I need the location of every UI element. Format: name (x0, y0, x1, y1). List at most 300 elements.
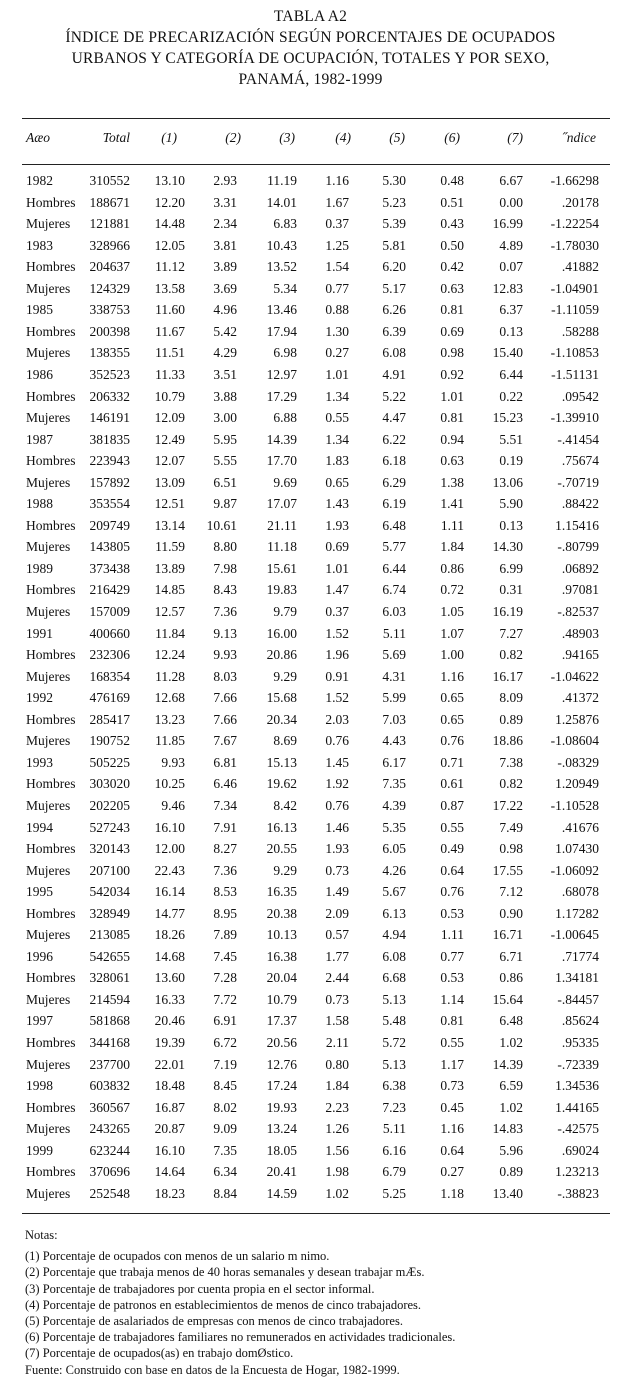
cell-col-1: 20.46 (154, 1013, 185, 1029)
cell-col-3: 16.35 (266, 884, 297, 900)
cell-col-6: 0.64 (440, 1142, 464, 1158)
cell-col-3: 5.34 (273, 280, 297, 296)
cell-col-1: 12.05 (154, 237, 185, 253)
table-row (0, 475, 621, 497)
cell-year-label: Hombres (26, 517, 76, 533)
column-header-6: (6) (444, 130, 460, 145)
cell-total: 204637 (89, 259, 130, 275)
cell-total: 243265 (89, 1121, 130, 1137)
cell-year-label: Hombres (26, 711, 76, 727)
cell-col-1: 20.87 (154, 1121, 185, 1137)
cell-index: .85624 (561, 1013, 599, 1029)
table-row (0, 1013, 621, 1035)
cell-col-5: 6.74 (382, 582, 406, 598)
note-1: (1) Porcentaje de ocupados con menos de un salario m nimo. (25, 1249, 330, 1264)
table-row (0, 733, 621, 755)
cell-col-5: 4.39 (382, 797, 406, 813)
cell-col-7: 14.83 (492, 1121, 523, 1137)
cell-col-7: 0.22 (499, 388, 523, 404)
cell-col-2: 4.29 (213, 345, 237, 361)
table-row (0, 949, 621, 971)
cell-col-1: 12.49 (154, 431, 185, 447)
cell-total: 328949 (89, 905, 130, 921)
cell-col-7: 14.39 (492, 1056, 523, 1072)
cell-col-1: 11.67 (155, 323, 185, 339)
cell-col-6: 0.55 (440, 819, 464, 835)
column-header-2: (2) (225, 130, 241, 145)
cell-col-5: 6.18 (382, 453, 406, 469)
cell-col-7: 7.49 (499, 819, 523, 835)
cell-col-1: 22.01 (154, 1056, 185, 1072)
table-row (0, 798, 621, 820)
header-rule (22, 164, 610, 165)
cell-col-2: 3.31 (213, 194, 237, 210)
cell-col-5: 6.08 (382, 345, 406, 361)
cell-col-4: 2.03 (325, 711, 349, 727)
cell-total: 370696 (89, 1164, 130, 1180)
cell-col-2: 7.19 (213, 1056, 237, 1072)
cell-col-2: 9.93 (213, 647, 237, 663)
cell-col-6: 0.64 (440, 862, 464, 878)
cell-col-3: 15.13 (266, 754, 297, 770)
cell-col-7: 5.51 (499, 431, 523, 447)
cell-index: -1.39910 (550, 410, 599, 426)
column-header-year: Aæo (26, 130, 51, 145)
cell-col-3: 12.76 (266, 1056, 297, 1072)
cell-col-7: 6.67 (499, 173, 523, 188)
cell-col-1: 14.68 (154, 948, 185, 964)
cell-col-5: 6.26 (382, 302, 406, 318)
cell-year-label: 1989 (26, 560, 53, 576)
cell-index: -1.10528 (550, 797, 599, 813)
cell-index: -1.00645 (550, 927, 599, 943)
cell-col-5: 6.22 (382, 431, 406, 447)
table-row (0, 776, 621, 798)
cell-col-3: 16.38 (266, 948, 297, 964)
cell-col-5: 4.31 (382, 668, 406, 684)
cell-total: 542034 (89, 884, 130, 900)
cell-col-3: 20.56 (266, 1035, 297, 1050)
cell-year-label: Hombres (26, 776, 76, 792)
cell-index: .58288 (561, 323, 599, 339)
table-row (0, 432, 621, 454)
cell-col-6: 0.81 (440, 302, 464, 318)
cell-total: 157892 (89, 474, 130, 490)
cell-col-4: 0.76 (325, 797, 349, 813)
cell-total: 338753 (89, 302, 130, 318)
table-row (0, 712, 621, 734)
cell-total: 216429 (89, 582, 130, 598)
cell-col-3: 17.70 (266, 453, 297, 469)
cell-col-7: 0.00 (499, 194, 523, 210)
cell-col-2: 8.53 (213, 884, 237, 900)
cell-col-6: 0.45 (440, 1099, 464, 1115)
cell-col-5: 5.77 (382, 539, 406, 555)
cell-col-6: 0.76 (440, 884, 464, 900)
cell-year-label: 1993 (26, 754, 53, 770)
cell-col-4: 1.52 (325, 625, 349, 641)
cell-col-5: 6.44 (382, 560, 406, 576)
cell-total: 188671 (89, 194, 130, 210)
cell-col-6: 0.98 (440, 345, 464, 361)
cell-col-3: 17.29 (266, 388, 297, 404)
cell-total: 168354 (89, 668, 130, 684)
column-header-7: (7) (507, 130, 523, 145)
cell-col-3: 10.43 (266, 237, 297, 253)
cell-year-label: Mujeres (26, 216, 71, 232)
cell-col-1: 11.60 (155, 302, 185, 318)
cell-col-5: 6.38 (382, 1078, 406, 1094)
note-4: (4) Porcentaje de patronos en establecimientos de menos de cinco trabajadores. (25, 1297, 422, 1312)
cell-col-6: 0.76 (440, 733, 464, 749)
cell-col-6: 0.43 (440, 216, 464, 232)
cell-index: -.70719 (557, 474, 599, 490)
cell-col-7: 7.38 (499, 754, 523, 770)
cell-col-3: 9.29 (273, 668, 297, 684)
cell-total: 213085 (89, 927, 130, 943)
cell-index: .88422 (561, 496, 599, 512)
cell-index: -1.08604 (550, 733, 599, 749)
source-note: Fuente: Construido con base en datos de la Encuesta de Hogar, 1982-1999. (25, 1362, 400, 1377)
cell-index: .41676 (561, 819, 599, 835)
cell-col-5: 5.13 (382, 991, 406, 1007)
cell-col-4: 1.01 (325, 366, 349, 382)
cell-col-2: 6.72 (213, 1035, 237, 1050)
cell-total: 505225 (89, 754, 130, 770)
cell-col-2: 3.69 (213, 280, 237, 296)
cell-col-2: 7.89 (213, 927, 237, 943)
cell-col-3: 18.05 (266, 1142, 297, 1158)
cell-col-2: 8.95 (213, 905, 237, 921)
cell-total: 237700 (89, 1056, 130, 1072)
cell-col-1: 12.20 (154, 194, 185, 210)
cell-index: -.38823 (557, 1185, 599, 1201)
cell-col-2: 7.36 (213, 604, 237, 619)
cell-year-label: Hombres (26, 194, 76, 210)
cell-col-7: 0.82 (499, 647, 523, 663)
cell-col-6: 0.77 (440, 948, 464, 964)
cell-col-1: 13.14 (154, 517, 185, 533)
cell-year-label: Hombres (26, 905, 76, 921)
table-row (0, 1164, 621, 1186)
cell-col-3: 20.86 (266, 647, 297, 663)
cell-total: 353554 (89, 496, 130, 512)
cell-col-2: 8.27 (213, 841, 237, 857)
cell-col-6: 0.94 (440, 431, 464, 447)
cell-index: .71774 (561, 948, 599, 964)
cell-col-2: 6.34 (213, 1164, 237, 1180)
table-title-line-1: ÍNDICE DE PRECARIZACIÓN SEGÚN PORCENTAJES DE OCUPADOS (65, 29, 556, 46)
cell-col-6: 1.11 (440, 927, 464, 943)
table-row (0, 302, 621, 324)
cell-col-4: 1.84 (325, 1078, 349, 1094)
cell-col-6: 0.65 (440, 690, 464, 706)
cell-col-5: 5.11 (382, 625, 406, 641)
cell-col-2: 6.51 (213, 474, 237, 490)
cell-col-7: 6.37 (499, 302, 523, 318)
cell-year-label: Hombres (26, 323, 76, 339)
cell-col-4: 1.96 (325, 647, 349, 663)
cell-col-3: 6.98 (273, 345, 297, 361)
cell-col-1: 13.60 (154, 970, 185, 986)
cell-col-5: 6.19 (382, 496, 406, 512)
cell-total: 581868 (89, 1013, 130, 1029)
cell-col-1: 16.10 (154, 819, 185, 835)
cell-col-3: 9.29 (273, 862, 297, 878)
cell-col-5: 5.35 (382, 819, 406, 835)
cell-col-3: 20.34 (266, 711, 297, 727)
cell-total: 542655 (89, 948, 130, 964)
cell-col-7: 15.40 (492, 345, 523, 361)
cell-col-6: 0.92 (440, 366, 464, 382)
cell-col-5: 5.11 (382, 1121, 406, 1137)
cell-col-6: 0.63 (440, 280, 464, 296)
cell-col-6: 0.81 (440, 410, 464, 426)
cell-total: 252548 (89, 1185, 130, 1201)
cell-col-3: 20.55 (266, 841, 297, 857)
cell-total: 285417 (89, 711, 130, 727)
table-row (0, 1143, 621, 1165)
cell-col-3: 10.79 (266, 991, 297, 1007)
cell-col-4: 1.54 (325, 259, 349, 275)
cell-col-1: 11.59 (155, 539, 185, 555)
cell-col-2: 2.93 (213, 173, 237, 188)
table-row (0, 561, 621, 583)
cell-col-2: 9.87 (213, 496, 237, 512)
table-row (0, 216, 621, 238)
cell-col-4: 1.56 (325, 1142, 349, 1158)
cell-col-5: 5.69 (382, 647, 406, 663)
cell-col-2: 3.00 (213, 410, 237, 426)
column-header-total: Total (102, 130, 130, 145)
cell-col-7: 7.27 (499, 625, 523, 641)
cell-col-6: 0.86 (440, 560, 464, 576)
cell-col-3: 15.68 (266, 690, 297, 706)
cell-col-2: 7.67 (213, 733, 237, 749)
cell-total: 143805 (89, 539, 130, 555)
cell-total: 320143 (89, 841, 130, 857)
cell-col-5: 6.29 (382, 474, 406, 490)
cell-col-5: 5.23 (382, 194, 406, 210)
cell-col-7: 6.44 (499, 366, 523, 382)
table-row (0, 626, 621, 648)
cell-col-6: 0.72 (440, 582, 464, 598)
cell-col-4: 1.52 (325, 690, 349, 706)
cell-col-2: 7.34 (213, 797, 237, 813)
cell-total: 352523 (89, 366, 130, 382)
cell-col-3: 15.61 (266, 560, 297, 576)
note-7: (7) Porcentaje de ocupados(as) en trabajo domØstico. (25, 1346, 294, 1361)
cell-col-7: 4.89 (499, 237, 523, 253)
cell-total: 381835 (89, 431, 130, 447)
cell-col-7: 15.64 (492, 991, 523, 1007)
table-row (0, 992, 621, 1014)
cell-year-label: 1988 (26, 496, 53, 512)
cell-col-4: 2.23 (325, 1099, 349, 1115)
table-row (0, 518, 621, 540)
cell-col-5: 6.16 (382, 1142, 406, 1158)
cell-index: 1.20949 (555, 776, 599, 792)
cell-col-1: 12.00 (154, 841, 185, 857)
cell-col-6: 0.81 (440, 1013, 464, 1029)
table-row (0, 238, 621, 260)
cell-col-3: 11.19 (267, 173, 297, 188)
cell-col-1: 9.93 (161, 754, 185, 770)
cell-col-1: 16.33 (154, 991, 185, 1007)
cell-col-6: 0.55 (440, 1035, 464, 1050)
cell-col-7: 1.02 (499, 1099, 523, 1115)
cell-col-4: 1.34 (325, 388, 349, 404)
cell-year-label: 1982 (26, 173, 53, 188)
cell-col-1: 14.64 (154, 1164, 185, 1180)
cell-year-label: Hombres (26, 582, 76, 598)
cell-col-4: 1.49 (325, 884, 349, 900)
table-row (0, 389, 621, 411)
cell-col-7: 5.90 (499, 496, 523, 512)
table-row (0, 453, 621, 475)
cell-col-3: 8.42 (273, 797, 297, 813)
table-row (0, 195, 621, 217)
cell-total: 303020 (89, 776, 130, 792)
cell-col-2: 6.46 (213, 776, 237, 792)
cell-col-7: 6.48 (499, 1013, 523, 1029)
cell-index: .09542 (561, 388, 599, 404)
cell-col-7: 0.98 (499, 841, 523, 857)
cell-col-7: 5.96 (499, 1142, 523, 1158)
cell-col-4: 1.83 (325, 453, 349, 469)
cell-col-2: 2.34 (213, 216, 237, 232)
cell-col-4: 2.09 (325, 905, 349, 921)
cell-col-6: 0.51 (440, 194, 464, 210)
cell-col-3: 19.93 (266, 1099, 297, 1115)
cell-col-3: 17.24 (266, 1078, 297, 1094)
cell-col-1: 12.07 (154, 453, 185, 469)
cell-total: 209749 (89, 517, 130, 533)
cell-col-4: 2.44 (325, 970, 349, 986)
cell-total: 200398 (89, 323, 130, 339)
cell-col-1: 12.57 (154, 604, 185, 619)
cell-col-6: 0.61 (440, 776, 464, 792)
cell-col-7: 0.90 (499, 905, 523, 921)
cell-col-7: 16.99 (492, 216, 523, 232)
cell-col-7: 0.82 (499, 776, 523, 792)
cell-index: 1.34181 (555, 970, 599, 986)
cell-index: .97081 (561, 582, 599, 598)
cell-col-4: 1.58 (325, 1013, 349, 1029)
cell-col-1: 9.46 (161, 797, 185, 813)
table-row (0, 1100, 621, 1122)
cell-total: 360567 (89, 1099, 130, 1115)
cell-index: -.08329 (557, 754, 599, 770)
cell-year-label: Mujeres (26, 604, 71, 619)
cell-col-1: 14.85 (154, 582, 185, 598)
cell-col-6: 0.71 (440, 754, 464, 770)
cell-col-1: 13.23 (154, 711, 185, 727)
cell-year-label: Mujeres (26, 410, 71, 426)
cell-col-2: 5.95 (213, 431, 237, 447)
column-header-4: (4) (335, 130, 351, 145)
cell-col-4: 0.65 (325, 474, 349, 490)
cell-col-4: 0.88 (325, 302, 349, 318)
cell-col-1: 19.39 (154, 1035, 185, 1050)
table-row (0, 863, 621, 885)
cell-col-3: 19.83 (266, 582, 297, 598)
cell-index: -1.10853 (550, 345, 599, 361)
cell-year-label: Mujeres (26, 797, 71, 813)
cell-col-1: 11.28 (155, 668, 185, 684)
cell-col-4: 2.11 (325, 1035, 349, 1050)
cell-index: -1.04901 (550, 280, 599, 296)
cell-col-7: 13.40 (492, 1185, 523, 1201)
table-label: TABLA A2 (273, 8, 348, 25)
cell-total: 121881 (89, 216, 130, 232)
cell-col-3: 6.83 (273, 216, 297, 232)
column-header-5: (5) (389, 130, 405, 145)
table-row (0, 906, 621, 928)
cell-year-label: Mujeres (26, 1185, 71, 1201)
cell-year-label: 1995 (26, 884, 53, 900)
cell-col-3: 21.11 (267, 517, 297, 533)
cell-col-4: 1.01 (325, 560, 349, 576)
cell-total: 476169 (89, 690, 130, 706)
cell-year-label: 1996 (26, 948, 53, 964)
cell-col-6: 1.01 (440, 388, 464, 404)
cell-col-6: 1.84 (440, 539, 464, 555)
cell-year-label: Mujeres (26, 539, 71, 555)
cell-total: 310552 (89, 173, 130, 188)
cell-index: -.84457 (557, 991, 599, 1007)
cell-col-1: 11.51 (155, 345, 185, 361)
cell-col-5: 4.94 (382, 927, 406, 943)
cell-col-7: 16.17 (492, 668, 523, 684)
cell-total: 214594 (89, 991, 130, 1007)
cell-col-5: 7.35 (382, 776, 406, 792)
cell-index: .94165 (561, 647, 599, 663)
cell-col-3: 13.46 (266, 302, 297, 318)
cell-col-3: 13.52 (266, 259, 297, 275)
cell-col-6: 0.69 (440, 323, 464, 339)
cell-col-3: 16.00 (266, 625, 297, 641)
table-row (0, 324, 621, 346)
cell-col-4: 1.43 (325, 496, 349, 512)
cell-col-3: 20.38 (266, 905, 297, 921)
cell-year-label: 1983 (26, 237, 53, 253)
cell-col-2: 8.84 (213, 1185, 237, 1201)
cell-total: 124329 (89, 280, 130, 296)
cell-col-6: 0.65 (440, 711, 464, 727)
cell-col-5: 5.17 (382, 280, 406, 296)
cell-col-6: 1.11 (440, 517, 464, 533)
bottom-rule (22, 1213, 610, 1214)
cell-index: -1.11059 (551, 302, 599, 318)
cell-col-2: 5.55 (213, 453, 237, 469)
cell-col-2: 4.96 (213, 302, 237, 318)
cell-col-1: 10.25 (154, 776, 185, 792)
cell-col-7: 8.09 (499, 690, 523, 706)
cell-index: .95335 (561, 1035, 599, 1050)
cell-col-2: 3.89 (213, 259, 237, 275)
cell-col-3: 13.24 (266, 1121, 297, 1137)
cell-year-label: 1998 (26, 1078, 53, 1094)
cell-col-4: 1.45 (325, 754, 349, 770)
cell-col-5: 6.20 (382, 259, 406, 275)
cell-col-6: 0.48 (440, 173, 464, 188)
cell-year-label: Mujeres (26, 862, 71, 878)
cell-col-5: 6.17 (382, 754, 406, 770)
cell-total: 146191 (89, 410, 130, 426)
cell-year-label: 1999 (26, 1142, 53, 1158)
cell-col-1: 11.85 (155, 733, 185, 749)
